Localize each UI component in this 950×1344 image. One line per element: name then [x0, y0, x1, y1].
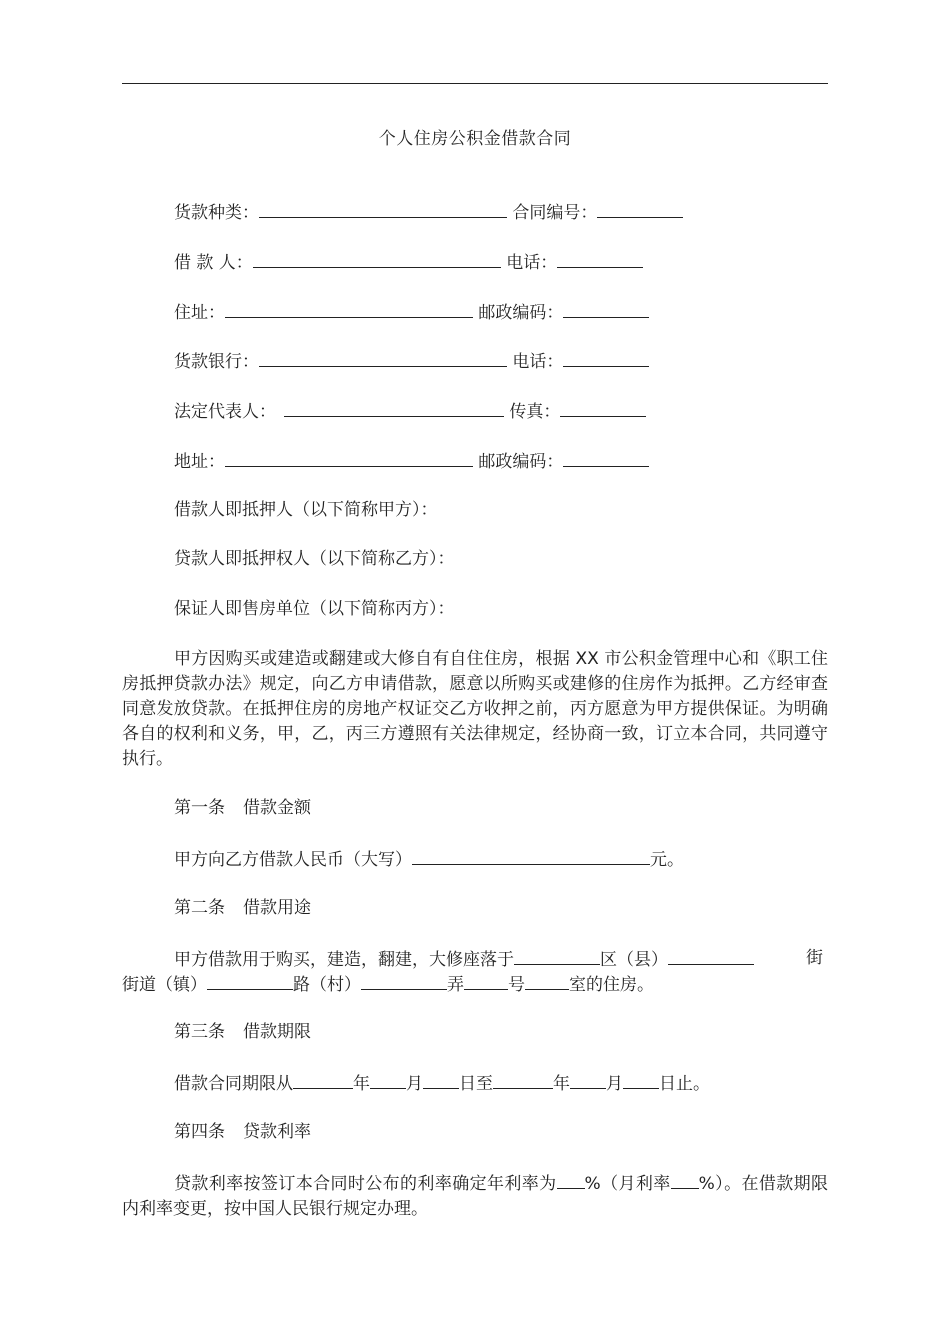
- field-row-loan-type: [174, 199, 683, 225]
- start-day-blank[interactable]: [423, 1070, 459, 1089]
- field-label: 住址：: [174, 303, 225, 323]
- field-label: 货款银行：: [174, 352, 259, 372]
- legal-rep-blank[interactable]: [284, 398, 504, 417]
- amount-blank[interactable]: [412, 846, 650, 865]
- field-label: 地址：: [174, 452, 225, 472]
- bank-blank[interactable]: [259, 348, 507, 367]
- street-blank[interactable]: [668, 946, 754, 965]
- monthly-rate-blank[interactable]: [671, 1170, 699, 1189]
- article-4-text: 贷款利率按签订本合同时公布的利率确定年利率为 %（月利率 %）。在借款期限内利率变更，按中国人民银行规定办理。: [122, 1170, 828, 1222]
- start-year-blank[interactable]: [293, 1070, 353, 1089]
- bank-postcode-blank[interactable]: [563, 448, 649, 467]
- loan-type-blank[interactable]: [259, 199, 507, 218]
- field-label: 法定代表人：: [174, 402, 276, 422]
- bank-address-blank[interactable]: [225, 448, 473, 467]
- article-2-wrap: 街: [806, 948, 823, 968]
- field-label: 电话：: [512, 352, 564, 372]
- start-month-blank[interactable]: [370, 1070, 406, 1089]
- end-month-blank[interactable]: [570, 1070, 606, 1089]
- field-label: 传真：: [509, 402, 561, 422]
- party-a: 借款人即抵押人（以下简称甲方）：: [174, 500, 438, 520]
- field-row-address: [174, 299, 649, 325]
- contract-number-blank[interactable]: [597, 199, 683, 218]
- lane-blank[interactable]: [464, 971, 508, 990]
- borrower-blank[interactable]: [253, 249, 501, 268]
- fax-blank[interactable]: [560, 398, 646, 417]
- article-1-heading: 第一条 借款金额: [174, 798, 311, 818]
- field-row-bank: [174, 348, 649, 374]
- field-row-borrower: [174, 249, 643, 275]
- field-label: 合同编号：: [512, 203, 598, 223]
- article-2-line-2: 街道（镇） 路（村） 弄 号 室的住房。: [122, 971, 654, 997]
- district-blank[interactable]: [514, 946, 600, 965]
- number-blank[interactable]: [525, 971, 569, 990]
- article-3-heading: 第三条 借款期限: [174, 1022, 311, 1042]
- field-row-bank-address: [174, 448, 649, 474]
- party-c: 保证人即售房单位（以下简称丙方）：: [174, 599, 455, 619]
- header-rule: [122, 83, 828, 84]
- field-row-legal-rep: [174, 398, 646, 424]
- intro-paragraph: 甲方因购买或建造或翻建或大修自有自住住房，根据 XX 市公积金管理中心和《职工住房抵押贷款办法》规定，向乙方申请借款，愿意以所购买或建修的住房作为抵押。乙方经审查同意发放贷款。在抵押住房的房地产权证交乙方收押之前，丙方愿意为甲方提供保证。为明确各自的权利和义务，甲，乙，丙三方遵照有关法律规定，经协商一致，订立本合同，共同遵守执行。: [122, 649, 828, 769]
- article-3-text: 借款合同期限从 年 月 日至 年 月 日止。: [174, 1070, 710, 1096]
- address-blank[interactable]: [225, 299, 473, 318]
- article-2-heading: 第二条 借款用途: [174, 898, 311, 918]
- field-label: 邮政编码：: [478, 303, 564, 323]
- road-blank[interactable]: [361, 971, 447, 990]
- document-title: 个人住房公积金借款合同: [378, 129, 572, 149]
- article-4-heading: 第四条 贷款利率: [174, 1122, 311, 1142]
- town-blank[interactable]: [207, 971, 293, 990]
- bank-phone-blank[interactable]: [563, 348, 649, 367]
- postcode-blank[interactable]: [563, 299, 649, 318]
- field-label: 电话：: [506, 253, 558, 273]
- end-year-blank[interactable]: [493, 1070, 553, 1089]
- field-label: 货款种类：: [174, 203, 259, 223]
- field-label: 邮政编码：: [478, 452, 564, 472]
- article-2-line-1: 甲方借款用于购买，建造，翻建，大修座落于 区（县）: [174, 946, 754, 972]
- field-label: 借 款 人：: [174, 253, 253, 273]
- party-b: 贷款人即抵押权人（以下简称乙方）：: [174, 549, 455, 569]
- annual-rate-blank[interactable]: [557, 1170, 585, 1189]
- article-1-text: 甲方向乙方借款人民币（大写） 元。: [174, 846, 684, 872]
- borrower-phone-blank[interactable]: [557, 249, 643, 268]
- end-day-blank[interactable]: [623, 1070, 659, 1089]
